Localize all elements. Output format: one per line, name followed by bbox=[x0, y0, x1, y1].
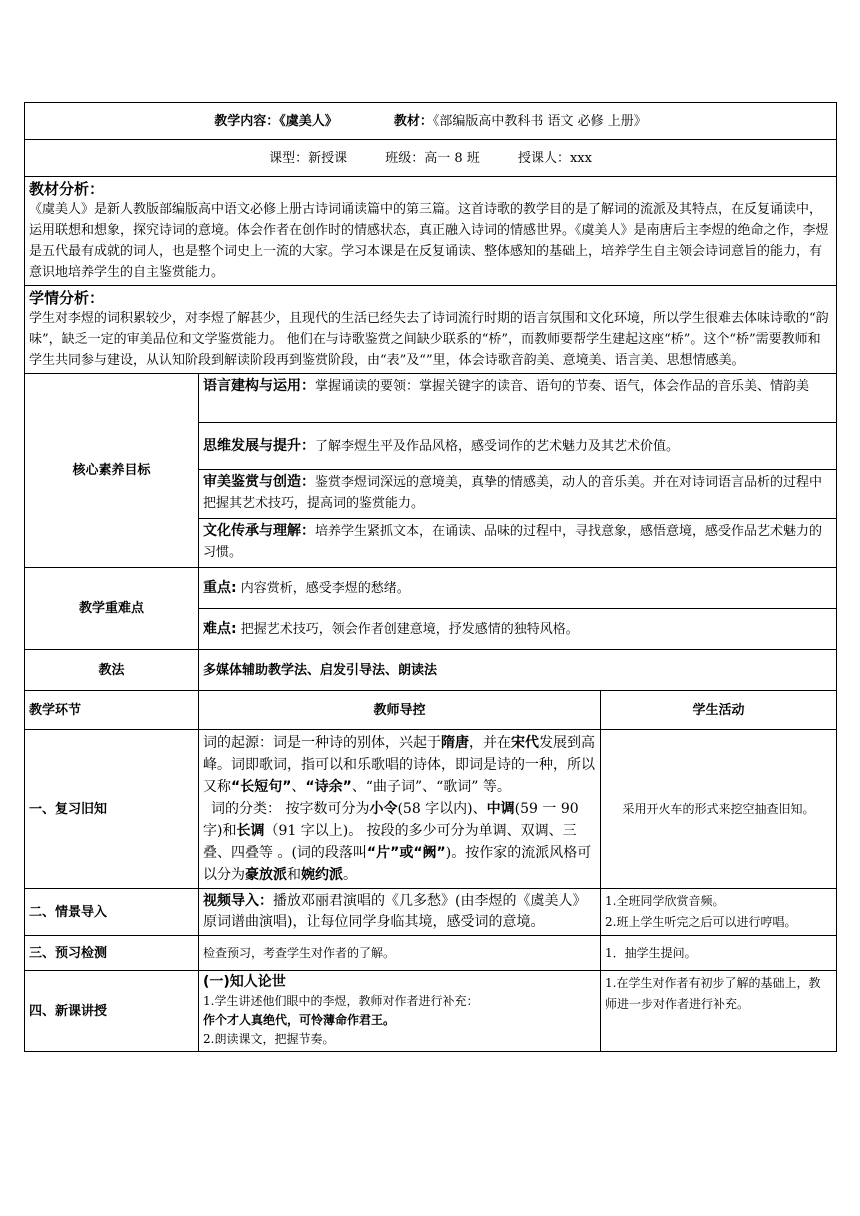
stage-row-1 bbox=[25, 730, 837, 889]
core-goal-4-title: 文化传承与理解： bbox=[203, 523, 315, 539]
stage-2-text: 播放邓丽君演唱的《几多愁》(由李煜的《虞美人》原词谱曲演唱)，让每位同学身临其境，感受词的意境。 bbox=[203, 893, 587, 930]
textbook-value: 《部编版高中教科书 语文 必修 上册》 bbox=[432, 113, 647, 129]
col-teacher: 教师导控 bbox=[199, 691, 601, 730]
core-goal-3 bbox=[199, 470, 837, 519]
stage-1-text: (58 字以内)、 bbox=[397, 801, 487, 817]
core-goal-3-title: 审美鉴赏与创造： bbox=[203, 474, 315, 490]
stage-1-text: ，并在 bbox=[469, 735, 511, 751]
focus-text: 内容赏析，感受李煜的愁绪。 bbox=[240, 580, 410, 596]
stage-1-text: 和 bbox=[287, 867, 301, 883]
header-content-cell bbox=[25, 103, 837, 140]
stage-1-text: 词的起源：词是一种诗的别体，兴起于 bbox=[203, 735, 441, 751]
core-goal-2-title: 思维发展与提升： bbox=[203, 437, 315, 454]
type-value: 新授课 bbox=[308, 150, 348, 166]
stage-2-student bbox=[601, 889, 837, 936]
teacher-label: 授课人： bbox=[517, 150, 570, 166]
col-student: 学生活动 bbox=[601, 691, 837, 730]
stage-1-bold: 长调 bbox=[236, 823, 265, 839]
student-analysis-text: 学生对李煜的词积累较少，对李煜了解甚少，且现代的生活已经失去了诗词流行时期的语言氛围和文化环境，所以学生很难去体味诗歌的“韵味”，缺乏一定的审美品位和文学鉴赏能力。 他们在与诗歌鉴赏之间缺少联系的“桥”，而教师要帮学生建起这座“桥”。这个“桥”需要教师和学生共同参与建设，从认知阶段到解读阶段再到鉴赏阶段，由“表”及“”里，体会诗歌音韵美、意境美、语言美、思想情感美。 bbox=[29, 311, 829, 368]
stage-1-text: )。按作家的流派风格可以分为 bbox=[203, 845, 592, 883]
difficulty-text: 把握艺术技巧，领会作者创建意境，抒发感情的独特风格。 bbox=[240, 621, 579, 637]
stage-1-text: （91 字以上)。 按段的多少可分为单调、双调、三叠、四叠等 。(词的段落叫 bbox=[203, 823, 577, 861]
textbook-analysis-cell bbox=[25, 177, 837, 286]
textbook-analysis-title: 教材分析： bbox=[29, 180, 105, 198]
stage-1-bold: “诗余” bbox=[305, 779, 352, 795]
difficulty-cell bbox=[199, 609, 837, 650]
core-goal-2 bbox=[199, 423, 837, 470]
stage-header-row bbox=[25, 691, 837, 730]
student-analysis-row bbox=[25, 286, 837, 374]
stage-1-bold: “长短句” bbox=[231, 779, 292, 795]
stage-row-2 bbox=[25, 889, 837, 936]
col-stage: 教学环节 bbox=[25, 691, 199, 730]
stage-1-text: 发展到高峰。词即歌词，指可以和乐歌唱的诗体，即词是诗的一种，所以又称 bbox=[203, 735, 595, 795]
lesson-plan-table bbox=[24, 102, 837, 1052]
textbook-analysis-text: 《虞美人》是新人教版部编版高中语文必修上册古诗词诵读篇中的第三篇。这首诗歌的教学目的是了解词的流派及其特点，在反复诵读中，运用联想和想象，探究诗词的意境。体会作者在创作时的情感状态，真正融入诗词的情感世界。《虞美人》是南唐后主李煜的绝命之作，李煜是五代最有成就的词人，也是整个词史上一流的大家。学习本课是在反复诵读、整体感知的基础上，培养学生自主领会诗词意旨的能力，有意识地培养学生的自主鉴赏能力。 bbox=[29, 202, 829, 280]
core-goal-row-1 bbox=[25, 374, 837, 423]
stage-2-teacher bbox=[199, 889, 601, 936]
core-goal-2-text: 了解李煜生平及作品风格，感受词作的艺术魅力及其艺术价值。 bbox=[315, 438, 680, 454]
stage-1-bold: 宋代 bbox=[511, 735, 539, 751]
textbook-label: 教材： bbox=[393, 113, 433, 129]
header-row-info bbox=[25, 140, 837, 177]
core-goal-3-text: 鉴赏李煜词深远的意境美，真挚的情感美，动人的音乐美。并在对诗词语言品析的过程中把握其艺术技巧，提高词的鉴赏能力。 bbox=[203, 475, 823, 511]
core-goal-1 bbox=[199, 374, 837, 423]
difficulty-title: 难点: bbox=[203, 620, 237, 637]
teacher-value: xxx bbox=[569, 150, 592, 166]
method-row bbox=[25, 650, 837, 691]
stage-4-student: 1.在学生对作者有初步了解的基础上，教师进一步对作者进行补充。 bbox=[601, 971, 837, 1052]
type-label: 课型： bbox=[269, 150, 309, 166]
stage-4-heading: (一)知人论世 bbox=[203, 974, 286, 990]
textbook-analysis-row bbox=[25, 177, 837, 286]
stage-2-student-2: 2.班上学生听完之后可以进行哼唱。 bbox=[605, 915, 797, 929]
focus-cell bbox=[199, 568, 837, 609]
stage-1-name: 一、复习旧知 bbox=[25, 730, 199, 889]
stage-1-text: 词的分类： 按字数可分为 bbox=[211, 801, 370, 817]
stage-2-student-1: 1.全班同学欣赏音频。 bbox=[605, 894, 725, 908]
stage-1-bold: “片”或“阙” bbox=[366, 845, 446, 861]
stage-2-name: 二、情景导入 bbox=[25, 889, 199, 936]
stage-1-bold: 婉约派 bbox=[301, 867, 343, 883]
stage-3-teacher: 检查预习，考查学生对作者的了解。 bbox=[199, 936, 601, 971]
stage-3-student: 1．抽学生提问。 bbox=[601, 936, 837, 971]
core-goal-1-title: 语言建构与运用： bbox=[203, 378, 315, 394]
key-points-label: 教学重难点 bbox=[25, 568, 199, 650]
focus-title: 重点: bbox=[203, 579, 237, 596]
stage-1-bold: 隋唐 bbox=[441, 735, 469, 751]
student-analysis-cell bbox=[25, 286, 837, 374]
key-points-row-1 bbox=[25, 568, 837, 609]
content-label: 教学内容： bbox=[214, 113, 280, 129]
stage-1-teacher bbox=[199, 730, 601, 889]
stage-1-bold: 小令 bbox=[369, 801, 398, 817]
stage-1-text: 。 bbox=[343, 867, 357, 883]
stage-1-bold: 中调 bbox=[486, 801, 515, 817]
class-value: 高一 8 班 bbox=[424, 150, 480, 166]
core-goal-4 bbox=[199, 519, 837, 568]
header-info-cell bbox=[25, 140, 837, 177]
stage-4-name: 四、新课讲授 bbox=[25, 971, 199, 1052]
header-row-content bbox=[25, 103, 837, 140]
stage-4-teacher bbox=[199, 971, 601, 1052]
student-analysis-title: 学情分析： bbox=[29, 289, 105, 307]
stage-2-bold: 视频导入： bbox=[203, 893, 273, 909]
stage-3-name: 三、预习检测 bbox=[25, 936, 199, 971]
stage-1-text: 、 bbox=[291, 779, 306, 795]
core-goal-1-text: 掌握诵读的要领：掌握关键字的读音、语句的节奏、语气，体会作品的音乐美、情韵美 bbox=[315, 379, 810, 394]
content-value: 《虞美人》 bbox=[279, 113, 338, 129]
stage-4-text-2: 2.朗读课文，把握节奏。 bbox=[203, 1032, 335, 1046]
stage-row-3 bbox=[25, 936, 837, 971]
core-goals-label: 核心素养目标 bbox=[25, 374, 199, 568]
core-goal-4-text: 培养学生紧抓文本，在诵读、品味的过程中，寻找意象，感悟意境，感受作品艺术魅力的习惯。 bbox=[203, 524, 823, 560]
stage-4-text-1: 1.学生讲述他们眼中的李煜，教师对作者进行补充： bbox=[203, 994, 479, 1008]
stage-1-bold: 豪放派 bbox=[245, 867, 287, 883]
class-label: 班级： bbox=[385, 150, 425, 166]
stage-row-4 bbox=[25, 971, 837, 1052]
method-text: 多媒体辅助教学法、启发引导法、朗读法 bbox=[199, 650, 837, 691]
stage-1-text: 、“曲子词”、“歌词” 等。 bbox=[351, 779, 511, 795]
stage-4-quote: 作个才人真绝代，可怜薄命作君王。 bbox=[203, 1013, 396, 1027]
method-label: 教法 bbox=[25, 650, 199, 691]
stage-1-student: 采用开火车的形式来挖空抽查旧知。 bbox=[601, 730, 837, 889]
stage-1-text: (59 一 90 字)和 bbox=[203, 801, 579, 839]
